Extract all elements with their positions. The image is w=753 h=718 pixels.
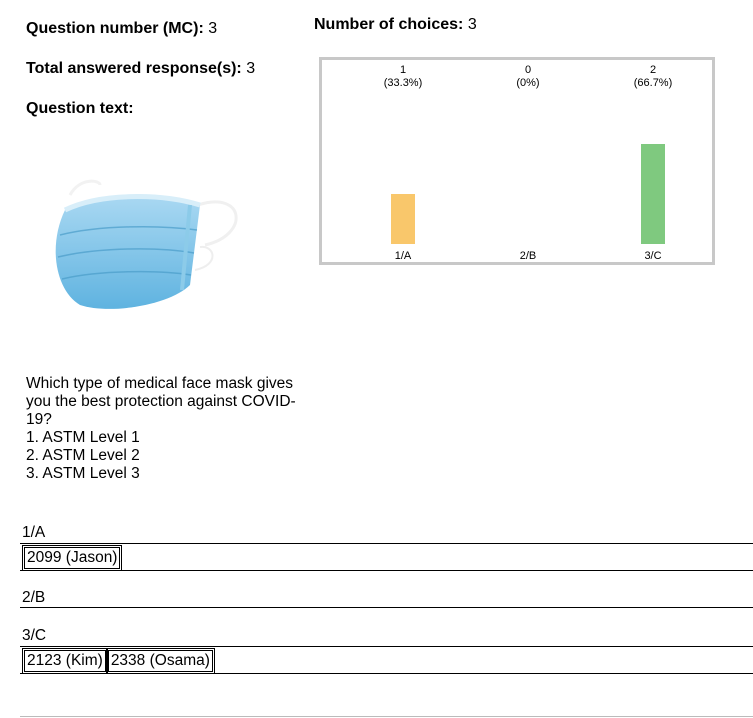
face-mask-image [40, 175, 240, 320]
bar-percent-label: (0%) [516, 77, 540, 89]
chart-svg [322, 60, 712, 262]
bar-percent-label: (33.3%) [383, 77, 423, 89]
response-bar-chart [319, 57, 715, 265]
total-value: 3 [246, 60, 256, 77]
question-option-3: 3. ASTM Level 3 [26, 465, 140, 482]
response-chip: 2338 (Osama) [108, 650, 213, 672]
response-chip: 2123 (Kim) [24, 650, 106, 672]
response-group-label-c: 3/C [22, 627, 47, 644]
question-option-1: 1. ASTM Level 1 [26, 429, 140, 446]
divider [20, 570, 753, 571]
divider [20, 543, 753, 544]
response-group-label-a: 1/A [22, 524, 46, 541]
total-label: Total answered response(s): [26, 60, 242, 77]
choices-label: Number of choices: [314, 16, 464, 33]
question-option-2: 2. ASTM Level 2 [26, 447, 140, 464]
choices-value: 3 [467, 16, 477, 33]
category-tick-label: 1/A [394, 250, 412, 262]
response-chip: 2099 (Jason) [24, 547, 120, 569]
bar-count-label: 2 [649, 64, 657, 76]
divider [20, 673, 753, 674]
bar [641, 144, 665, 244]
bar-count-label: 0 [524, 64, 532, 76]
question-number [26, 20, 217, 38]
question-line: Which type of medical face mask gives you the best protection against COVID-19? [26, 375, 296, 428]
question-text [26, 375, 311, 483]
number-of-choices [314, 16, 477, 34]
response-list-c [24, 650, 213, 672]
total-responses [26, 60, 255, 78]
divider [20, 716, 753, 717]
question-number-label: Question number (MC): [26, 20, 204, 37]
category-tick-label: 2/B [519, 250, 537, 262]
question-number-value: 3 [208, 20, 218, 37]
category-tick-label: 3/C [644, 250, 662, 262]
response-group-label-b: 2/B [22, 589, 46, 606]
divider [20, 607, 753, 608]
bar [391, 194, 415, 244]
bar-percent-label: (66.7%) [633, 77, 673, 89]
response-list-a [24, 547, 120, 569]
question-text-label: Question text: [26, 100, 134, 117]
question-text-heading [26, 100, 134, 118]
divider [20, 646, 753, 647]
bar-count-label: 1 [399, 64, 407, 76]
